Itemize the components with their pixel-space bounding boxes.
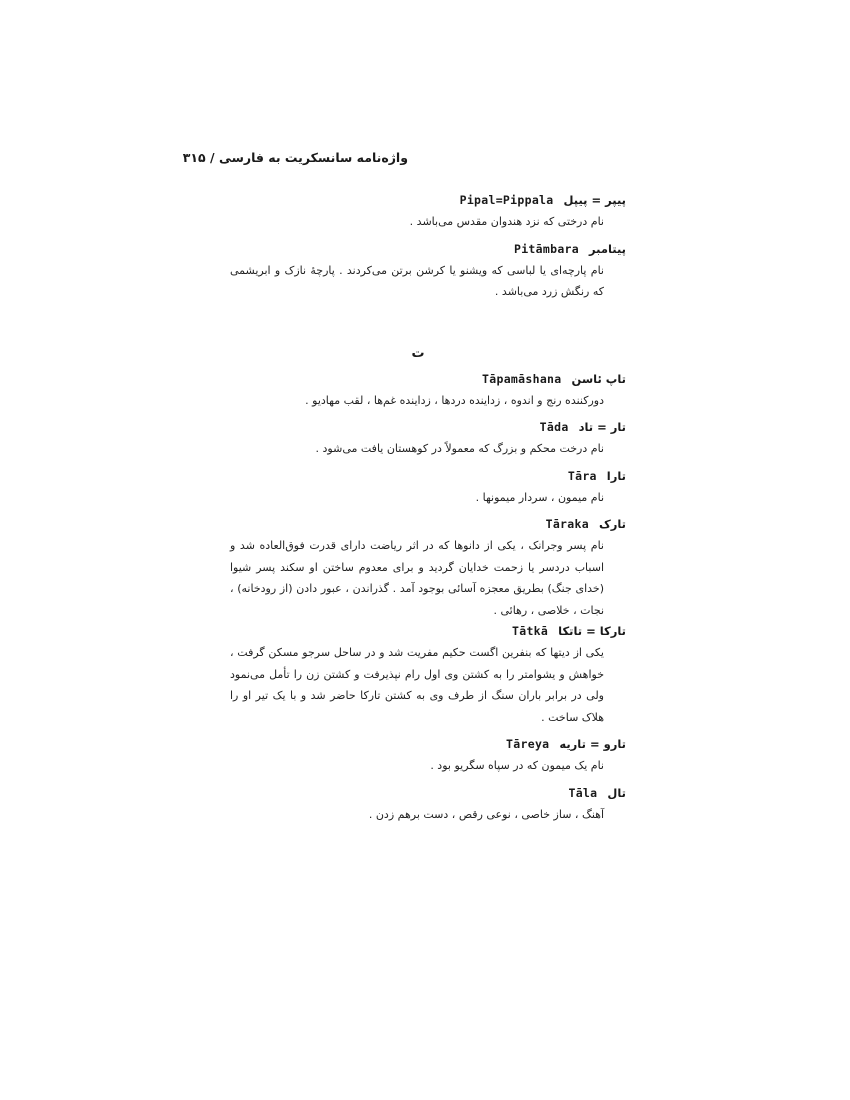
entry-definition: یکی از دیتها که بنفرین اگست حکیم مفریت شد و در ساحل سرجو مسکن گرفت ، خواهش و یشوامتر را به کشتن وی اول رام نپذیرفت و کشتن زن را تأمل می‌نمود ولی در برابر باران سنگ از طرف وی به کشتن تارکا حاضر شد و با یک تیر او را هلاک ساخت . bbox=[230, 646, 604, 724]
entry-head bbox=[230, 514, 626, 535]
entry-head bbox=[230, 621, 626, 642]
entry-headword: تال bbox=[607, 785, 626, 800]
entry-transliteration: Tāda bbox=[539, 420, 569, 434]
entry-headword: تار = تاد bbox=[578, 420, 626, 434]
page-header bbox=[182, 150, 408, 172]
entry-headword: تارو = تاریه bbox=[559, 737, 626, 751]
entry-headword: پیپر = پیپل bbox=[563, 193, 626, 207]
entry-headword: تارکا = تاتکا bbox=[558, 624, 626, 638]
entry-definition: نام پارچه‌ای یا لباسی که ویشنو یا کرشن برتن می‌کردند . پارچهٔ نازک و ابریشمی که رنگش زرد می‌باشد . bbox=[230, 263, 604, 298]
entry-definition: آهنگ ، ساز خاصی ، نوعی رقص ، دست برهم زدن . bbox=[368, 807, 604, 821]
entry-definition: نام درخت محکم و بزرگ که معمولاً در کوهستان یافت می‌شود . bbox=[315, 442, 604, 455]
dictionary-entry bbox=[230, 621, 626, 728]
entry-transliteration: Tāraka bbox=[545, 517, 589, 531]
dictionary-entry bbox=[230, 190, 626, 233]
entry-head bbox=[230, 734, 626, 755]
dictionary-entry bbox=[230, 514, 626, 621]
dictionary-entry bbox=[230, 239, 626, 303]
entry-definition: نام پسر وجرانک ، یکی از دانوها که در اثر ریاضت دارای قدرت فوق‌العاده شد و اسباب دردسر یا زحمت خدایان گردید و برای معدوم ساختن او سکند پسر شیوا (خدای جنگ) بطریق معجزه آسائی بوجود آمد . گذراندن ، عبور دادن (از رودخانه) ، نجات ، خلاصی ، رهائی . bbox=[230, 539, 604, 617]
entry-head bbox=[230, 190, 626, 211]
section-letter: ت bbox=[411, 345, 425, 361]
page-number: ۳۱۵ bbox=[182, 150, 206, 165]
entry-transliteration: Tāpamāshana bbox=[482, 371, 562, 386]
entry-head bbox=[230, 239, 626, 260]
entry-definition: دورکننده رنج و اندوه ، زداینده دردها ، زداینده غم‌ها ، لقب مهادیو . bbox=[305, 393, 604, 407]
header-separator: / bbox=[210, 150, 215, 165]
dictionary-entry bbox=[230, 369, 626, 412]
entry-head bbox=[230, 417, 626, 438]
entry-transliteration: Tāreya bbox=[506, 737, 550, 751]
entry-head bbox=[230, 783, 626, 804]
entry-definition: نام درختی که نزد هندوان مقدس می‌باشد . bbox=[409, 215, 604, 228]
entry-definition: نام میمون ، سردار میمونها . bbox=[475, 490, 604, 504]
dictionary-column bbox=[230, 190, 626, 825]
entry-transliteration: Pipal=Pippala bbox=[459, 193, 554, 207]
entry-headword: تارا bbox=[606, 468, 626, 483]
dictionary-entry bbox=[230, 466, 626, 509]
entry-headword: تاپ ئاسن bbox=[571, 371, 626, 386]
entry-head bbox=[230, 369, 626, 390]
entry-transliteration: Tāra bbox=[567, 468, 597, 483]
page-title: واژه‌نامه سانسکریت به فارسی bbox=[218, 150, 408, 165]
entry-head bbox=[230, 466, 626, 487]
entry-headword: پیتامبر bbox=[589, 241, 626, 256]
entry-definition: نام یک میمون که در سپاه سگریو بود . bbox=[430, 759, 604, 772]
dictionary-entry bbox=[230, 734, 626, 777]
dictionary-entry bbox=[230, 417, 626, 460]
entry-transliteration: Tāla bbox=[568, 785, 598, 800]
dictionary-entry bbox=[230, 783, 626, 826]
entry-transliteration: Pitāmbara bbox=[513, 241, 579, 256]
entry-headword: تارک bbox=[598, 517, 626, 531]
entry-transliteration: Tātkā bbox=[512, 624, 549, 638]
